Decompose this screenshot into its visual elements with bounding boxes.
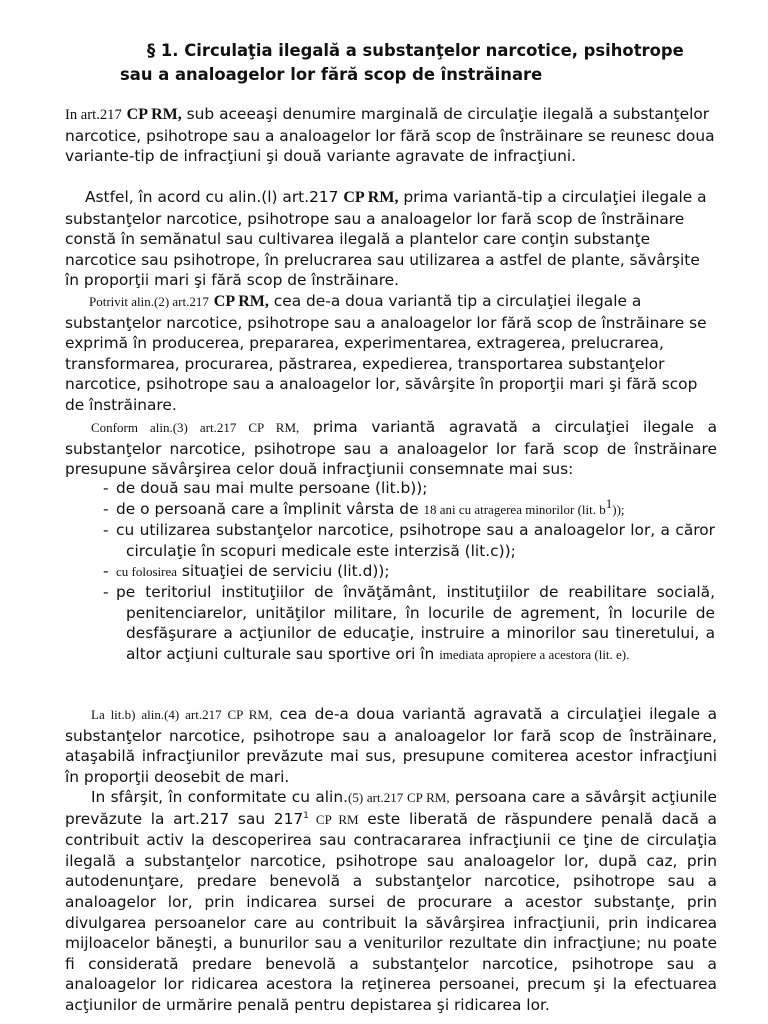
- list-item-text: de două sau mai multe persoane (lit.b));: [116, 479, 428, 497]
- superscript: 1: [605, 495, 613, 511]
- paragraph-text: prima variantă-tip a circulaţiei ilegale a substanţelor narcotice, psihotrope sau a analoagelor lor fară scop de înstrăinare constă în semănatul sau cultivarea ilegală a plantelor care conţin substanţe narcotice sau psihotrope, în prelucrarea sau utilizarea a astfel de plante, săvârşite în proporţii mari şi fără scop de înstrăinare.: [65, 188, 707, 290]
- paragraph-text: este liberată de răspundere penală dacă a contribuit activ la descoperirea sau contracararea infracţiunii ce ţine de circulaţia ilegală a substanţelor narcotice, psihotrope sau analoagelor lor, după caz, prin autodenunţare, predare benevolă a substanţelor narcotice, psihotrope sau a analoagelor lor, prin indicarea sursei de procurare a acestor substanţe, prin divulgarea persoanelor care au contribuit la săvârşirea infracţiunii, prin indicarea mijloacelor băneşti, a bunurilor sau a veniturilor rezultate din infracţiune; nu poate fi considerată predare benevolă a substanţelor narcotice, psihotrope sau a analoagelor lor ridicarea acestora la reţinerea persoanei, precum şi la efectuarea acţiunilor de urmărire penală pentru depistarea şi ridicarea lor.: [65, 809, 717, 1014]
- code-reference: CP RM,: [343, 189, 399, 206]
- list-item: [103, 495, 715, 521]
- paragraph-text: sub aceeaşi denumire marginală de circulaţie ilegală a substanţelor narcotice, psihotrope sau a analoagelor lor fără scop de înstrăinare se reunesc doua variante-tip de infracţiuni şi două variante agravate de infracţiuni.: [65, 105, 715, 166]
- list-dash: -: [103, 500, 109, 518]
- list-item-text: de o persoană care a împlinit vârsta de: [116, 500, 424, 518]
- list-item-serif-text: imediata apropiere a acestora (lit. e).: [439, 646, 630, 662]
- paragraph-2: [65, 187, 717, 291]
- list-item-serif-text: 18 ani cu atragerea minorilor (lit. b: [423, 502, 606, 517]
- list-dash: -: [103, 521, 109, 539]
- list-item-serif-text: cu folosirea: [116, 564, 178, 579]
- paragraph-6: [65, 787, 717, 1016]
- heading-line-2: sau a analoagelor lor fără scop de înstrăinare: [120, 65, 543, 84]
- paragraph-5: [65, 704, 717, 787]
- code-reference: CP RM: [308, 811, 359, 827]
- article-reference: La lit.b) alin.(4) art.217 CP RM,: [91, 707, 273, 722]
- list-item-text: situaţiei de serviciu (lit.d));: [177, 562, 390, 580]
- paragraph-intro: In sfârşit, în conformitate cu alin.: [91, 788, 348, 806]
- list-item: [103, 520, 715, 561]
- list-item: [103, 478, 715, 499]
- article-reference: Conform alin.(3) art.217 CP RM,: [91, 420, 300, 435]
- list-dash: -: [103, 562, 109, 580]
- paragraph-text: cea de-a doua variantă tip a circulaţiei ilegale a substanţelor narcotice, psihotrope sau a analoagelor lor fără scop de înstrăinare se exprimă în producerea, prepararea, experimentarea, extragerea, prelucrarea, transformarea, procurarea, păstrarea, expedierea, transportarea substanţelor narcotice, psihotrope sau a analoagelor lor, săvârşite în proporţii mari şi fără scop de înstrăinare.: [65, 292, 707, 414]
- list-item-text: cu utilizarea substanţelor narcotice, psihotrope sau a analoagelor lor, a căror circulaţie în scopuri medicale este interzisă (lit.c));: [116, 521, 715, 560]
- paragraph-4: [65, 417, 717, 480]
- article-reference: In art.217: [65, 107, 122, 123]
- list-item-tail: ));: [612, 502, 625, 517]
- paragraph-text: cea de-a doua variantă agravată a circulaţiei ilegale a substanţelor narcotice, psihotrope sau a analoagelor lor fară scop de înstrăinare, ataşabilă infracţiunilor prevăzute mai sus, presupune comiterea acestor infracţiuni în proporţii deosebit de mari.: [65, 705, 717, 786]
- list-item: [103, 582, 715, 665]
- list-item: [103, 561, 715, 583]
- article-reference: (5) art.217 CP RM,: [348, 790, 450, 805]
- section-heading: [147, 40, 727, 62]
- code-reference: CP RM,: [213, 293, 269, 310]
- paragraph-1: [65, 104, 717, 167]
- superscript: 1: [303, 810, 309, 821]
- heading-line-1: § 1. Circulaţia ilegală a substanţelor narcotice, psihotrope: [147, 41, 684, 60]
- list-item-text: pe teritoriul instituţiilor de învăţământ, instituţiilor de reabilitare socială, penitenciarelor, unităţilor militare, în locurile de agrement, în locurile de desfăşurare a acţiunilor de educaţie, instruire a minorilor sau tineretului, a altor acţiuni culturale sau sportive ori în: [116, 583, 715, 663]
- code-reference: CP RM,: [126, 106, 182, 123]
- list-dash: -: [103, 583, 109, 601]
- list-dash: -: [103, 479, 109, 497]
- paragraph-text: prima variantă agravată a circulaţiei ilegale a substanţelor narcotice, psihotrope sau a analoagelor lor fară scop de înstrăinare presupune săvârşirea celor două infracţiunii consemnate mai sus:: [65, 418, 717, 479]
- paragraph-3: [65, 291, 717, 416]
- article-reference: Potrivit alin.(2) art.217: [89, 294, 209, 309]
- paragraph-intro: Astfel, în acord cu alin.(l) art.217: [85, 188, 344, 206]
- paragraph-text: persoana care a săvârşit acţiunile prevăzute la art.217 sau 217: [65, 788, 717, 828]
